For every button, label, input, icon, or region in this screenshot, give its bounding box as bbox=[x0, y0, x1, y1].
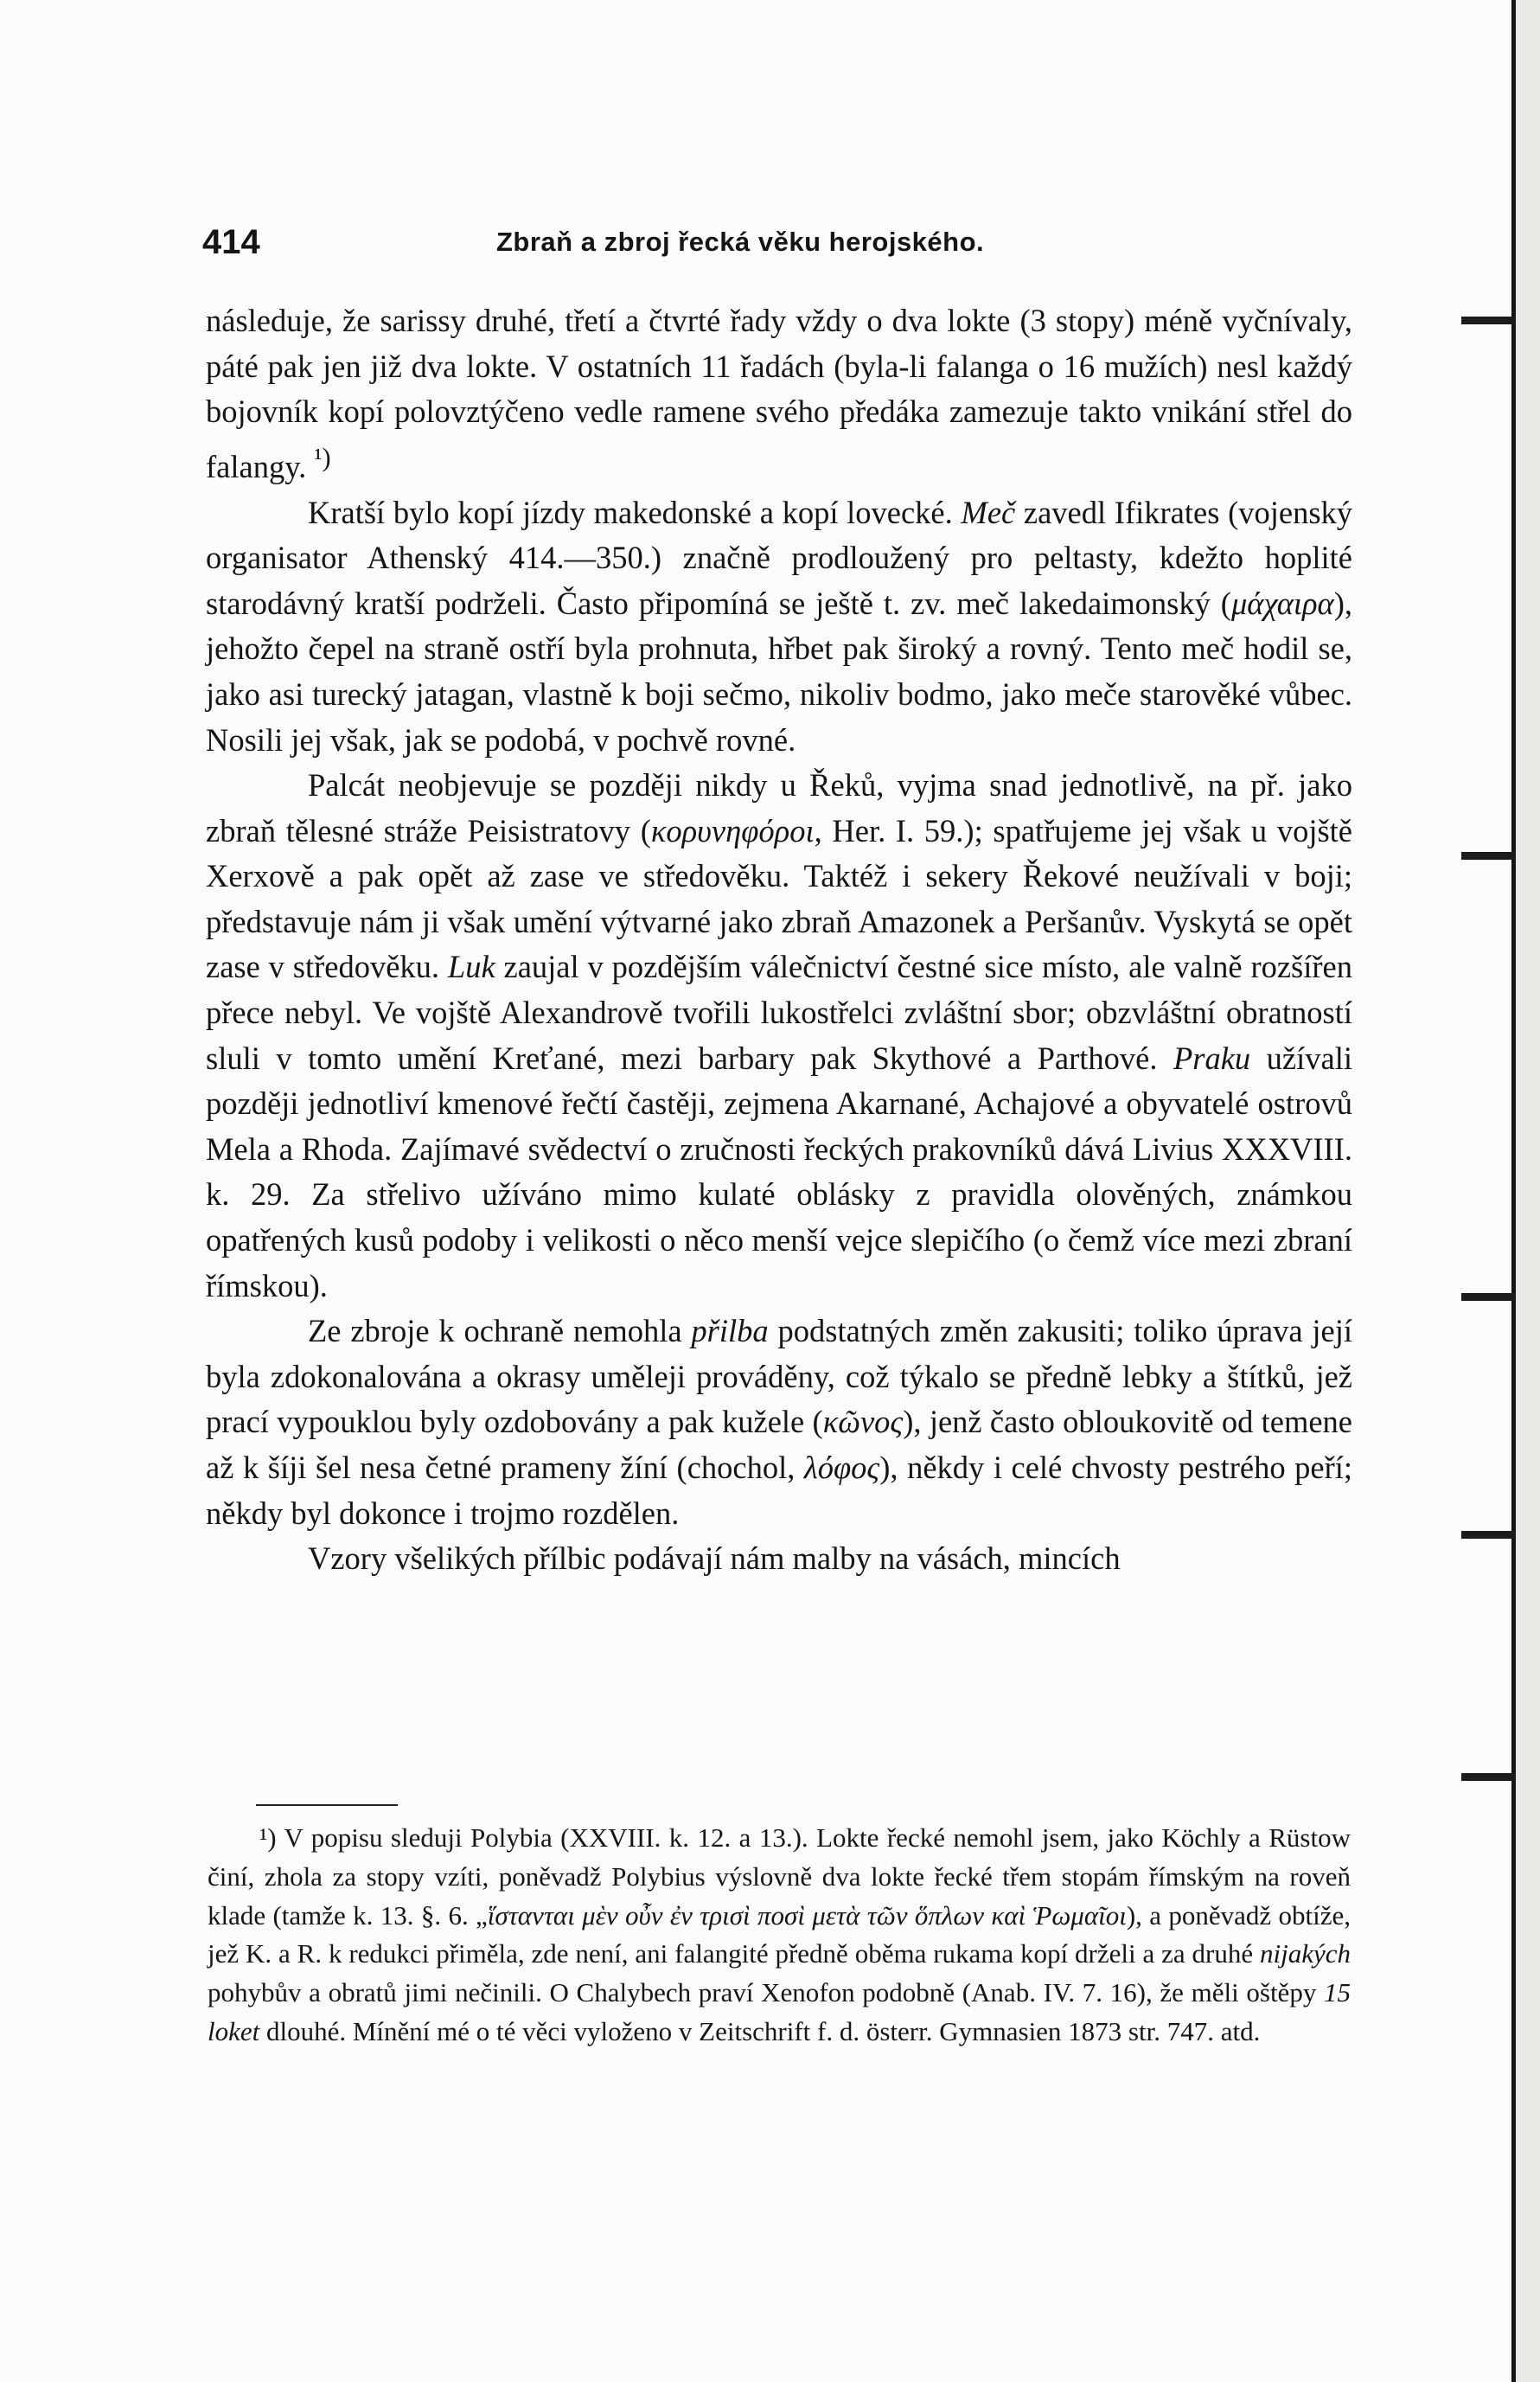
text-run: ), někdy i celé chvosty pestrého peří; někdy byl dokonce i trojmo rozdělen. bbox=[206, 1450, 1353, 1531]
text-run: Palcát neobjevuje se později nikdy u Řeků, vyjma snad jednotlivě, na př. jako zbraň tělesné stráže Peisistratovy ( bbox=[206, 767, 1352, 848]
page-header bbox=[202, 223, 1344, 261]
footnote bbox=[208, 1819, 1351, 2052]
paragraph bbox=[206, 763, 1352, 1309]
text-run: ), a poněvadž obtíže, jež K. a R. k redukci přiměla, zde není, ani falangité předně oběma rukama kopí drželi a za druhé bbox=[208, 1899, 1351, 1969]
greek-term: μάχαιρα bbox=[1230, 585, 1334, 621]
text-run: Kratší bylo kopí jízdy makedonské a kopí lovecké. bbox=[308, 494, 953, 530]
text-run: následuje, že sarissy druhé, třetí a čtvrté řady vždy o dva lokte (3 stopy) méně vyčnívaly, páté pak jen již dva lokte. V ostatních 11 řadách (byla-li falanga o 16 mužích) nesl každý bojovník kopí polovztýčeno vedle ramene svého předáka zamezuje takto vnikání střel do falangy. bbox=[206, 303, 1352, 484]
scan-edge-mark bbox=[1461, 1531, 1515, 1539]
term-luk: Luk bbox=[447, 949, 495, 985]
text-run: zaujal v pozdějším válečnictví čestné sice místo, ale valně rozšířen přece nebyl. Ve vojště Alexandrově tvořili lukostřelci zvláštní sbor; obzvláštní obratností sluli v tomto umění Kreťané, mezi barbary pak Skythové a Parthové. bbox=[206, 949, 1352, 1076]
footnote-reference: ¹) bbox=[314, 442, 331, 472]
greek-quote: ἵστανται μὲν οὖν ἐν τρισὶ ποσὶ μετὰ τῶν ὅπλων καὶ Ῥωμαῖοι bbox=[487, 1899, 1127, 1931]
text-run: ), jehožto čepel na straně ostří byla prohnuta, hřbet pak široký a rovný. Tento meč hodil se, jako asi turecký jatagan, vlastně k boji sečmo, nikoliv bodmo, jako meče starověké vůbec. Nosili jej však, jak se podobá, v pochvě rovné. bbox=[206, 585, 1352, 758]
scan-edge-mark bbox=[1461, 1293, 1515, 1301]
page-number: 414 bbox=[202, 223, 260, 261]
greek-term: κορυνηφόροι bbox=[650, 812, 815, 848]
text-run: podstatných změn zakusiti; toliko úprava její byla zdokonalována a okrasy uměleji prováděny, což týkalo se předně lebky a štítků, jež prací vypouklou byly ozdobovány a pak kužele ( bbox=[206, 1313, 1353, 1440]
paragraph bbox=[206, 298, 1352, 490]
term-nijakych: nijakých bbox=[1260, 1938, 1351, 1969]
footnote-divider bbox=[256, 1804, 398, 1806]
main-text bbox=[206, 298, 1352, 1582]
text-run: ), jenž často obloukovitě od temene až k šíji šel nesa četné prameny žíní (chochol, bbox=[206, 1404, 1352, 1485]
text-run: dlouhé. Mínění mé o té věci vyloženo v Zeitschrift f. d. österr. Gymnasien 1873 str. 747. atd. bbox=[266, 2015, 1261, 2046]
scan-edge-mark bbox=[1461, 852, 1515, 860]
text-run: V popisu sleduji Polybia (XXVIII. k. 12. a 13.). Lokte řecké nemohl jsem, jako Köchly a Rüstow činí, zhola za stopy vzíti, poněvadž Polybius výslovně dva lokte řecké třem stopám římským na roveň klade (tamže k. 13. §. 6. „ bbox=[208, 1822, 1351, 1931]
term-loket: 15 loket bbox=[208, 1977, 1351, 2046]
footnote-marker: ¹) bbox=[259, 1822, 277, 1853]
term-prilba: přilba bbox=[691, 1313, 769, 1349]
term-praku: Praku bbox=[1173, 1040, 1251, 1076]
paragraph bbox=[206, 490, 1352, 764]
text-run: zavedl Ifikrates (vojenský organisator Athenský 414.—350.) značně prodloužený pro peltasty, kdežto hoplité starodávný kratší podrželi. Často připomíná se ještě t. zv. meč lakedaimonský ( bbox=[206, 494, 1353, 621]
text-run: Ze zbroje k ochraně nemohla bbox=[308, 1313, 682, 1349]
paragraph bbox=[206, 1536, 1352, 1582]
paragraph bbox=[206, 1309, 1352, 1536]
scan-edge-mark bbox=[1461, 317, 1515, 324]
running-head: Zbraň a zbroj řecká věku herojského. bbox=[496, 227, 985, 257]
text-run: Vzory všelikých přílbic podávají nám malby na vásách, mincích bbox=[308, 1540, 1121, 1577]
greek-term: κῶνος bbox=[822, 1404, 904, 1440]
text-run: pohybův a obratů jimi nečinili. O Chalybech praví Xenofon podobně (Anab. IV. 7. 16), že měli oštěpy bbox=[208, 1977, 1317, 2008]
scan-edge-shade bbox=[1516, 0, 1540, 2382]
scan-edge-mark bbox=[1461, 1773, 1515, 1781]
text-run: užívali později jednotliví kmenové řečtí častěji, zejmena Akarnané, Achajové a obyvatelé ostrovů Mela a Rhoda. Zajímavé svědectví o zručnosti řeckých prakovníků dává Livius XXXVIII. k. 29. Za střelivo užíváno mimo kulaté oblásky z pravidla olověných, známkou opatřených kusů podoby i velikosti o něco menší vejce slepičího (o čemž více mezi zbraní římskou). bbox=[206, 1040, 1352, 1303]
term-mec: Meč bbox=[961, 494, 1016, 530]
greek-term: λόφος bbox=[803, 1450, 880, 1485]
text-run: , Her. I. 59.); spatřujeme jej však u vojště Xerxově a pak opět až zase ve středověku. Taktéž i sekery Řekové neužívali v boji; představuje nám ji však umění výtvarné jako zbraň Amazonek a Peršanův. Vyskytá se opět zase v středověku. bbox=[206, 812, 1353, 985]
